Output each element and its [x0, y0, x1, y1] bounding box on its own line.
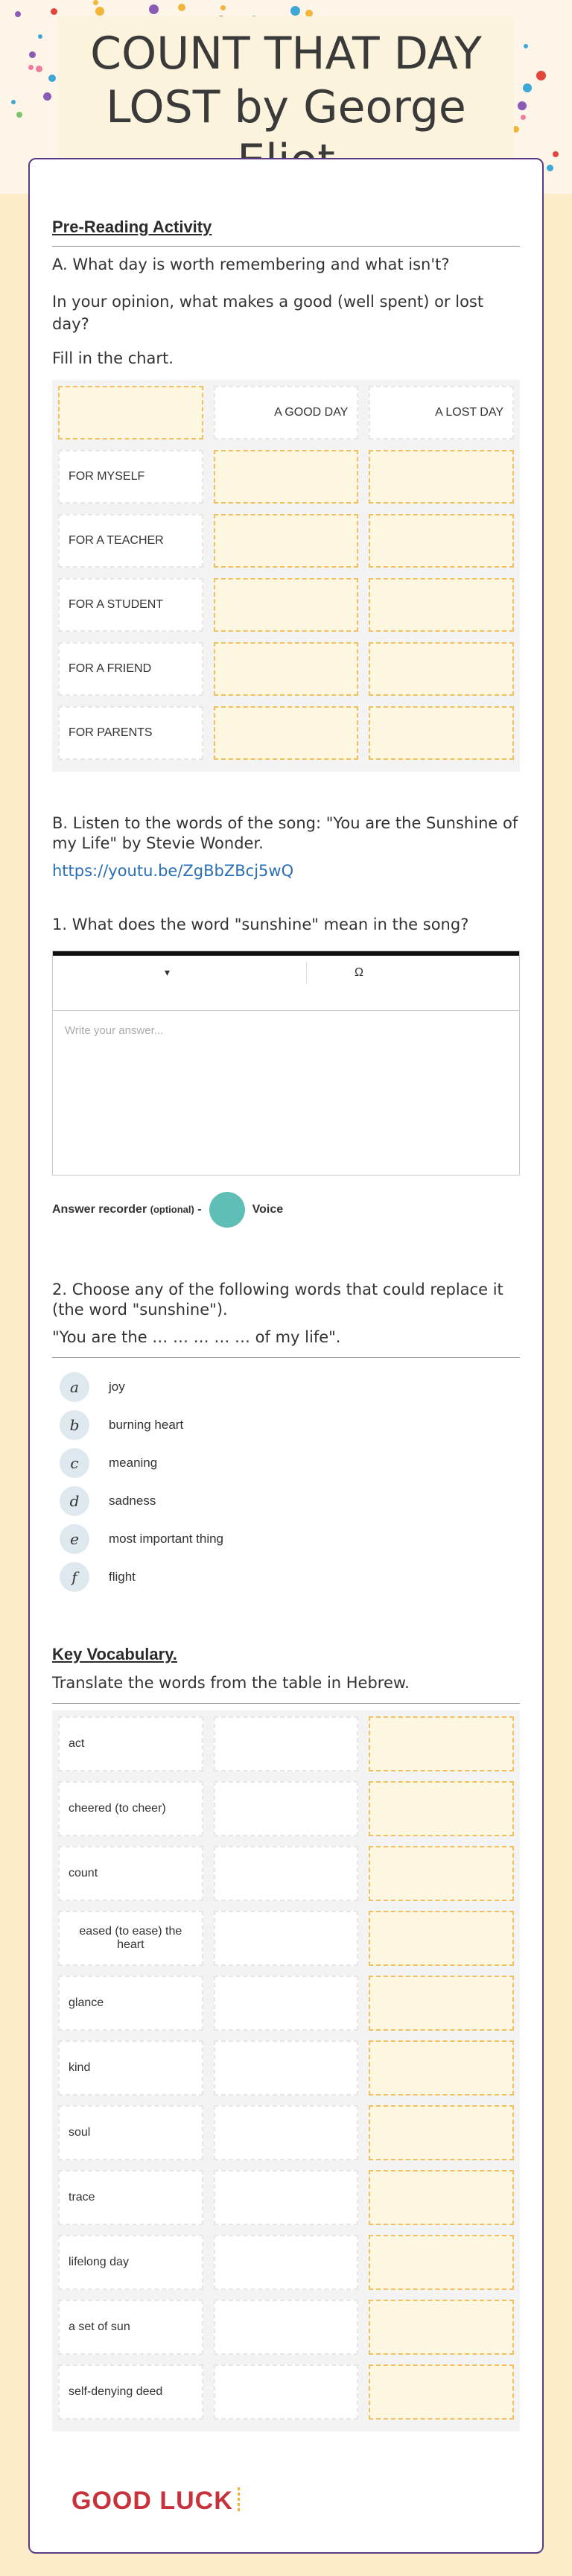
vocabulary-word: cheered (to cheer) — [58, 1781, 203, 1836]
vocabulary-row — [58, 1976, 514, 2031]
vocabulary-blank — [214, 2040, 359, 2096]
good-day-input[interactable] — [214, 514, 359, 568]
row-label: FOR A STUDENT — [58, 578, 203, 632]
lost-day-input[interactable] — [369, 514, 514, 568]
option-b[interactable] — [60, 1406, 506, 1444]
vocabulary-blank — [214, 2364, 359, 2420]
title-banner — [58, 16, 514, 158]
voice-label: Voice — [252, 1203, 284, 1216]
row-label: FOR A FRIEND — [58, 642, 203, 696]
format-dropdown[interactable]: ▾ — [165, 966, 171, 978]
vocabulary-row — [58, 2040, 514, 2096]
vocabulary-blank — [214, 1716, 359, 1771]
confetti-dot — [523, 83, 532, 92]
good-day-input[interactable] — [214, 706, 359, 760]
column-header-good-day: A GOOD DAY — [214, 386, 359, 440]
divider — [52, 246, 520, 247]
row-label: FOR MYSELF — [58, 450, 203, 504]
confetti-dot — [11, 100, 16, 104]
chart-corner-input[interactable] — [58, 386, 203, 440]
toolbar-separator — [306, 962, 307, 984]
hebrew-translation-input[interactable] — [369, 2105, 514, 2160]
recorder-label: Answer recorder (optional) - — [52, 1203, 202, 1216]
chart-row-friend — [58, 642, 514, 696]
confetti-dot — [43, 92, 51, 101]
vocabulary-blank — [214, 2105, 359, 2160]
hebrew-translation-input[interactable] — [369, 2364, 514, 2420]
good-day-input[interactable] — [214, 450, 359, 504]
chart-row-student — [58, 578, 514, 632]
chart-row-teacher — [58, 514, 514, 568]
confetti-dot — [48, 74, 56, 82]
column-header-lost-day: A LOST DAY — [369, 386, 514, 440]
confetti-dot — [36, 66, 42, 72]
hebrew-translation-input[interactable] — [369, 2300, 514, 2355]
option-letter: e — [60, 1524, 89, 1554]
row-label: FOR A TEACHER — [58, 514, 203, 568]
vocabulary-blank — [214, 1781, 359, 1836]
vocabulary-row — [58, 2300, 514, 2355]
option-letter: b — [60, 1410, 89, 1440]
confetti-dot — [16, 112, 22, 118]
vocabulary-word: a set of sun — [58, 2300, 203, 2355]
option-f[interactable] — [60, 1558, 506, 1596]
row-label: FOR PARENTS — [58, 706, 203, 760]
sunshine-quote: "You are the … … … … … of my life". — [52, 1328, 341, 1346]
vocabulary-heading: Key Vocabulary. — [52, 1645, 177, 1663]
vocabulary-blank — [214, 2235, 359, 2290]
question-1: 1. What does the word "sunshine" mean in the song? — [52, 916, 469, 933]
confetti-dot — [15, 11, 21, 17]
pre-reading-heading: Pre-Reading Activity — [52, 218, 212, 236]
hebrew-translation-input[interactable] — [369, 2040, 514, 2096]
page-title: COUNT THAT DAY LOST by George — [90, 28, 482, 133]
option-a[interactable] — [60, 1368, 506, 1406]
confetti-dot — [553, 151, 559, 157]
vocabulary-row — [58, 2170, 514, 2225]
confetti-dot — [95, 7, 104, 16]
vocabulary-blank — [214, 1846, 359, 1901]
good-day-input[interactable] — [214, 578, 359, 632]
question-a: A. What day is worth remembering and what isn't? — [52, 256, 450, 273]
option-letter: f — [60, 1562, 89, 1592]
vocabulary-word: eased (to ease) the heart — [58, 1911, 203, 1966]
confetti-dot — [547, 165, 553, 171]
question-2: 2. Choose any of the following words that could replace it (the word "sunshine"). — [52, 1281, 503, 1319]
confetti-dot — [51, 8, 57, 15]
answer-options — [60, 1368, 506, 1596]
option-text: burning heart — [109, 1417, 184, 1432]
song-intro: B. Listen to the words of the song: "You are the Sunshine of my Life" by Stevie Wonder. — [52, 814, 518, 852]
confetti-dot — [518, 101, 527, 110]
option-e[interactable] — [60, 1520, 506, 1558]
editor-toolbar — [53, 951, 519, 1011]
hebrew-translation-input[interactable] — [369, 2235, 514, 2290]
hebrew-translation-input[interactable] — [369, 1781, 514, 1836]
option-letter: c — [60, 1448, 89, 1478]
answer-textarea[interactable]: Write your answer... — [65, 1024, 164, 1037]
vocabulary-row — [58, 1716, 514, 1771]
confetti-dot — [149, 4, 159, 14]
confetti-dot — [521, 115, 526, 120]
vocabulary-instruction: Translate the words from the table in Hebrew. — [52, 1674, 410, 1692]
option-text: meaning — [109, 1455, 158, 1470]
vocabulary-word: count — [58, 1846, 203, 1901]
vocabulary-row — [58, 2105, 514, 2160]
answer-editor — [52, 951, 520, 1176]
decorative-bar — [238, 2487, 240, 2513]
vocabulary-word: glance — [58, 1976, 203, 2031]
confetti-dot — [290, 6, 300, 16]
option-d[interactable] — [60, 1482, 506, 1520]
confetti-dot — [28, 65, 34, 70]
hebrew-translation-input[interactable] — [369, 1911, 514, 1966]
vocabulary-row — [58, 1846, 514, 1901]
vocabulary-row — [58, 2364, 514, 2420]
divider — [52, 1703, 520, 1704]
confetti-dot — [38, 34, 42, 39]
vocabulary-blank — [214, 1911, 359, 1966]
lost-day-input[interactable] — [369, 450, 514, 504]
vocabulary-blank — [214, 2170, 359, 2225]
answer-recorder — [52, 1192, 283, 1228]
option-text: flight — [109, 1569, 136, 1584]
vocabulary-row — [58, 1911, 514, 1966]
chart-instruction: Fill in the chart. — [52, 349, 174, 367]
vocabulary-word: kind — [58, 2040, 203, 2096]
vocabulary-table — [52, 1710, 520, 2431]
vocabulary-word: self-denying deed — [58, 2364, 203, 2420]
confetti-dot — [178, 4, 185, 11]
opinion-prompt: In your opinion, what makes a good (well spent) or lost day? — [52, 293, 484, 333]
divider — [52, 1357, 520, 1358]
chart-header-row — [58, 386, 514, 440]
lost-day-input[interactable] — [369, 642, 514, 696]
good-day-input[interactable] — [214, 642, 359, 696]
confetti-dot — [524, 44, 528, 48]
vocabulary-word: trace — [58, 2170, 203, 2225]
vocabulary-blank — [214, 2300, 359, 2355]
lost-day-input[interactable] — [369, 706, 514, 760]
vocabulary-word: lifelong day — [58, 2235, 203, 2290]
option-text: sadness — [109, 1493, 156, 1508]
confetti-dot — [93, 0, 98, 5]
song-link[interactable]: https://youtu.be/ZgBbZBcj5wQ — [52, 862, 294, 880]
good-luck-text: GOOD LUCK — [72, 2487, 240, 2516]
vocabulary-word: act — [58, 1716, 203, 1771]
option-text: most important thing — [109, 1531, 224, 1546]
option-c[interactable] — [60, 1444, 506, 1482]
option-letter: a — [60, 1372, 89, 1402]
confetti-dot — [29, 51, 36, 58]
record-button[interactable] — [209, 1192, 245, 1228]
option-text: joy — [109, 1379, 125, 1394]
chart-row-myself — [58, 450, 514, 504]
hebrew-translation-input[interactable] — [369, 2170, 514, 2225]
confetti-dot — [220, 5, 226, 10]
hebrew-translation-input[interactable] — [369, 1716, 514, 1771]
vocabulary-row — [58, 2235, 514, 2290]
option-letter: d — [60, 1486, 89, 1516]
hebrew-translation-input[interactable] — [369, 1976, 514, 2031]
special-characters-icon[interactable]: Ω — [355, 966, 363, 979]
chart-row-parents — [58, 706, 514, 760]
day-chart — [52, 380, 520, 772]
confetti-dot — [536, 71, 546, 80]
vocabulary-row — [58, 1781, 514, 1836]
vocabulary-blank — [214, 1976, 359, 2031]
vocabulary-word: soul — [58, 2105, 203, 2160]
hebrew-translation-input[interactable] — [369, 1846, 514, 1901]
lost-day-input[interactable] — [369, 578, 514, 632]
